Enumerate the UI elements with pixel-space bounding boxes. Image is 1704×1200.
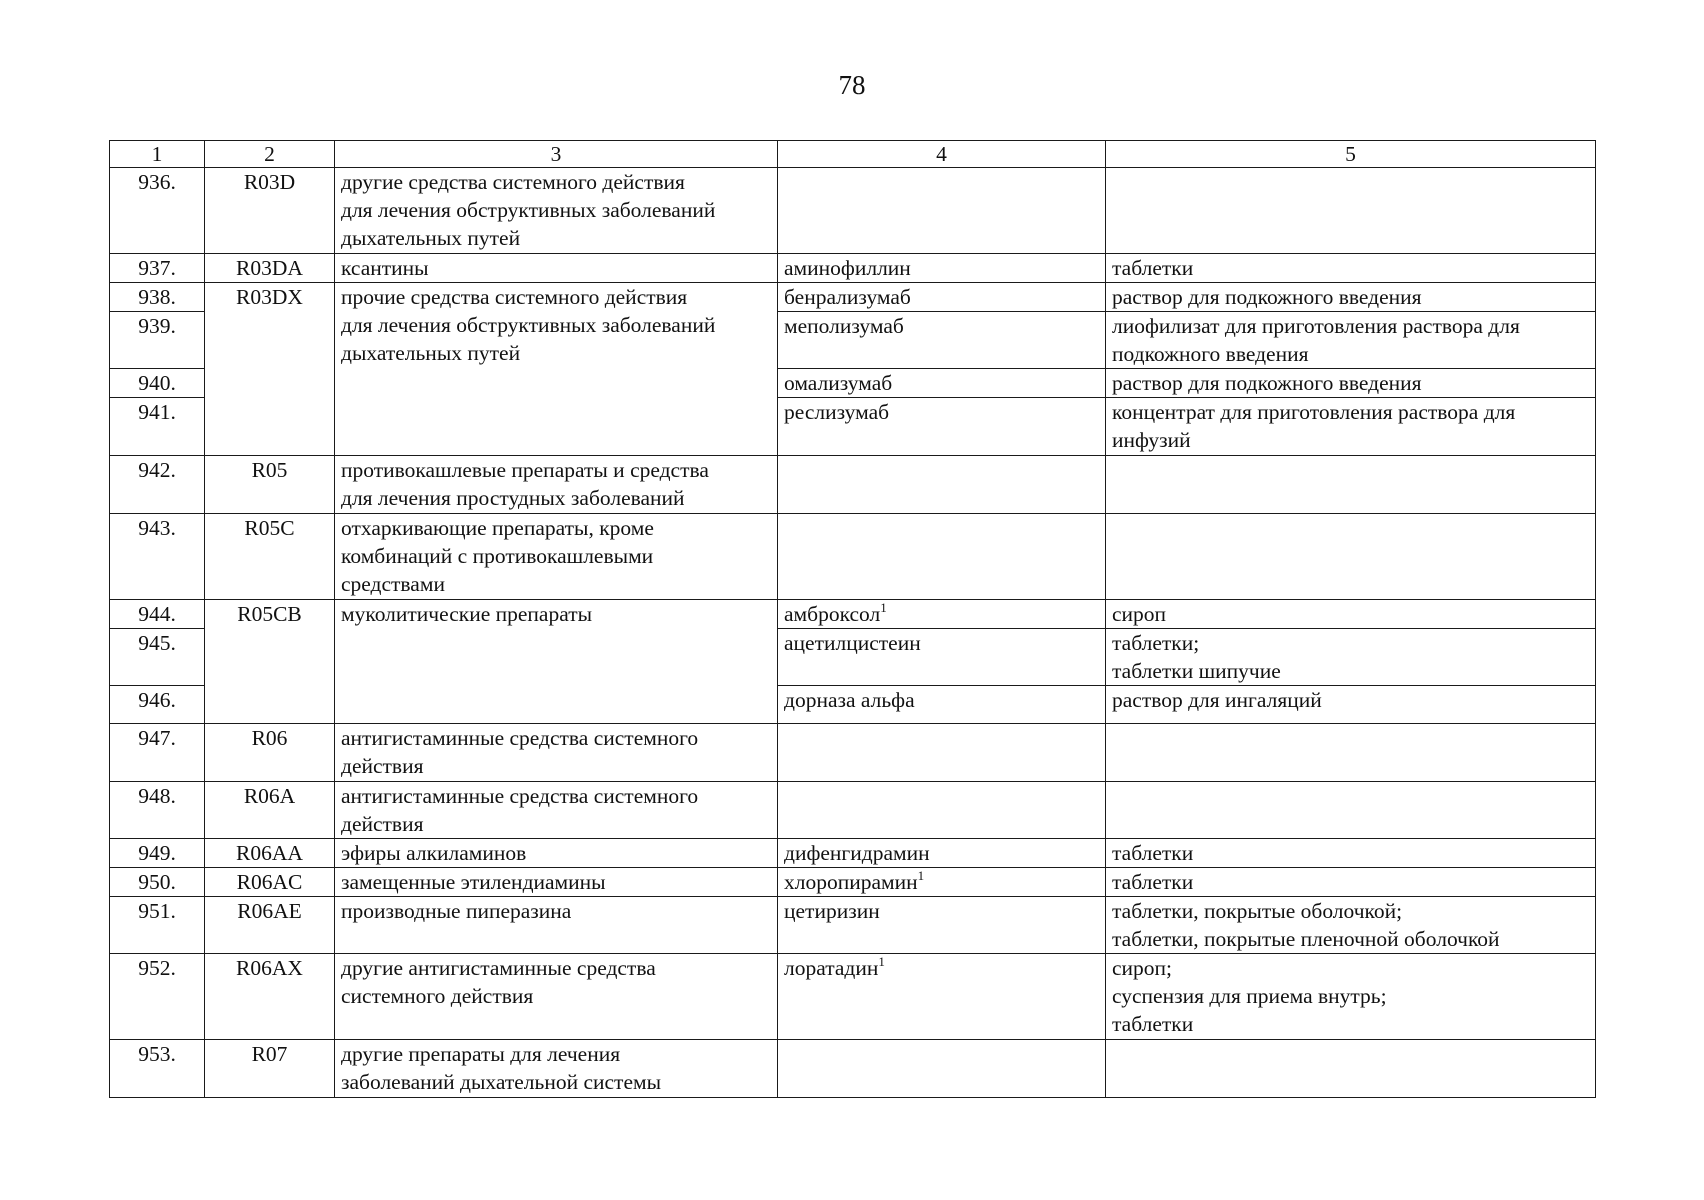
table-row [110, 839, 1596, 868]
dosage-form: таблетки; таблетки шипучие [1106, 629, 1596, 686]
drug-name [778, 868, 1106, 897]
footnote-marker: 1 [917, 867, 925, 883]
group-description: другие антигистаминные средства системного действия [335, 954, 778, 1040]
row-number: 946. [110, 686, 205, 724]
atc-code: R05 [205, 456, 335, 514]
atc-code: R07 [205, 1040, 335, 1098]
group-description: ксантины [335, 254, 778, 283]
dosage-form [1106, 514, 1596, 600]
page-number: 78 [838, 70, 866, 100]
dosage-form [1106, 782, 1596, 839]
drug-name [778, 954, 1106, 1040]
row-number: 952. [110, 954, 205, 1040]
dosage-form [1106, 456, 1596, 514]
drug-table [109, 140, 1596, 1098]
row-number: 942. [110, 456, 205, 514]
group-description: муколитические препараты [335, 600, 778, 724]
dosage-form [1106, 168, 1596, 254]
dosage-form [1106, 1040, 1596, 1098]
drug-name [778, 724, 1106, 782]
row-number: 938. [110, 283, 205, 312]
drug-name: меполизумаб [778, 312, 1106, 369]
dosage-form: раствор для ингаляций [1106, 686, 1596, 724]
table-row [110, 168, 1596, 254]
dosage-form [1106, 724, 1596, 782]
group-description: антигистаминные средства системного действия [335, 724, 778, 782]
row-number: 953. [110, 1040, 205, 1098]
atc-code: R03DA [205, 254, 335, 283]
drug-name: аминофиллин [778, 254, 1106, 283]
row-number: 943. [110, 514, 205, 600]
table-row [110, 514, 1596, 600]
drug-name-text: амброксол [784, 602, 881, 626]
row-number: 940. [110, 369, 205, 398]
row-number: 936. [110, 168, 205, 254]
row-number: 951. [110, 897, 205, 954]
drug-name [778, 600, 1106, 629]
group-description: производные пиперазина [335, 897, 778, 954]
group-description: прочие средства системного действия для лечения обструктивных заболеваний дыхательных путей [335, 283, 778, 456]
dosage-form: лиофилизат для приготовления раствора для подкожного введения [1106, 312, 1596, 369]
table-row [110, 600, 1596, 629]
atc-code: R05C [205, 514, 335, 600]
group-description: отхаркивающие препараты, кроме комбинаций с противокашлевыми средствами [335, 514, 778, 600]
drug-name [778, 514, 1106, 600]
atc-code: R05CB [205, 600, 335, 724]
row-number: 939. [110, 312, 205, 369]
table-row [110, 782, 1596, 839]
dosage-form: таблетки [1106, 839, 1596, 868]
group-description: другие средства системного действия для лечения обструктивных заболеваний дыхательных путей [335, 168, 778, 254]
table-row [110, 254, 1596, 283]
dosage-form: таблетки, покрытые оболочкой; таблетки, покрытые пленочной оболочкой [1106, 897, 1596, 954]
column-header: 3 [335, 141, 778, 168]
atc-code: R06A [205, 782, 335, 839]
drug-name: дифенгидрамин [778, 839, 1106, 868]
dosage-form: раствор для подкожного введения [1106, 283, 1596, 312]
table-row [110, 724, 1596, 782]
atc-code: R03D [205, 168, 335, 254]
drug-name [778, 168, 1106, 254]
row-number: 944. [110, 600, 205, 629]
column-header: 4 [778, 141, 1106, 168]
drug-name-text: хлоропирамин [784, 870, 918, 894]
dosage-form: таблетки [1106, 868, 1596, 897]
group-description: противокашлевые препараты и средства для лечения простудных заболеваний [335, 456, 778, 514]
drug-name: ацетилцистеин [778, 629, 1106, 686]
column-header: 5 [1106, 141, 1596, 168]
atc-code: R06AA [205, 839, 335, 868]
table-row [110, 897, 1596, 954]
table-row [110, 868, 1596, 897]
row-number: 950. [110, 868, 205, 897]
atc-code: R03DX [205, 283, 335, 456]
dosage-form: раствор для подкожного введения [1106, 369, 1596, 398]
drug-name: дорназа альфа [778, 686, 1106, 724]
footnote-marker: 1 [878, 953, 885, 969]
drug-name [778, 456, 1106, 514]
atc-code: R06 [205, 724, 335, 782]
drug-name-text: лоратадин [784, 956, 879, 980]
row-number: 945. [110, 629, 205, 686]
table-row [110, 954, 1596, 1040]
row-number: 947. [110, 724, 205, 782]
drug-name: омализумаб [778, 369, 1106, 398]
row-number: 948. [110, 782, 205, 839]
drug-name: цетиризин [778, 897, 1106, 954]
atc-code: R06AE [205, 897, 335, 954]
dosage-form: таблетки [1106, 254, 1596, 283]
row-number: 949. [110, 839, 205, 868]
group-description: другие препараты для лечения заболеваний дыхательной системы [335, 1040, 778, 1098]
group-description: эфиры алкиламинов [335, 839, 778, 868]
row-number: 937. [110, 254, 205, 283]
drug-name [778, 782, 1106, 839]
table-row [110, 1040, 1596, 1098]
row-number: 941. [110, 398, 205, 456]
drug-name: реслизумаб [778, 398, 1106, 456]
drug-name: бенрализумаб [778, 283, 1106, 312]
group-description: замещенные этилендиамины [335, 868, 778, 897]
group-description: антигистаминные средства системного действия [335, 782, 778, 839]
column-header: 2 [205, 141, 335, 168]
table-row [110, 456, 1596, 514]
dosage-form: концентрат для приготовления раствора для инфузий [1106, 398, 1596, 456]
footnote-marker: 1 [880, 599, 887, 615]
dosage-form: сироп; суспензия для приема внутрь; таблетки [1106, 954, 1596, 1040]
atc-code: R06AC [205, 868, 335, 897]
table-header-row [110, 141, 1596, 168]
column-header: 1 [110, 141, 205, 168]
dosage-form: сироп [1106, 600, 1596, 629]
drug-name [778, 1040, 1106, 1098]
table-row [110, 283, 1596, 312]
atc-code: R06AX [205, 954, 335, 1040]
